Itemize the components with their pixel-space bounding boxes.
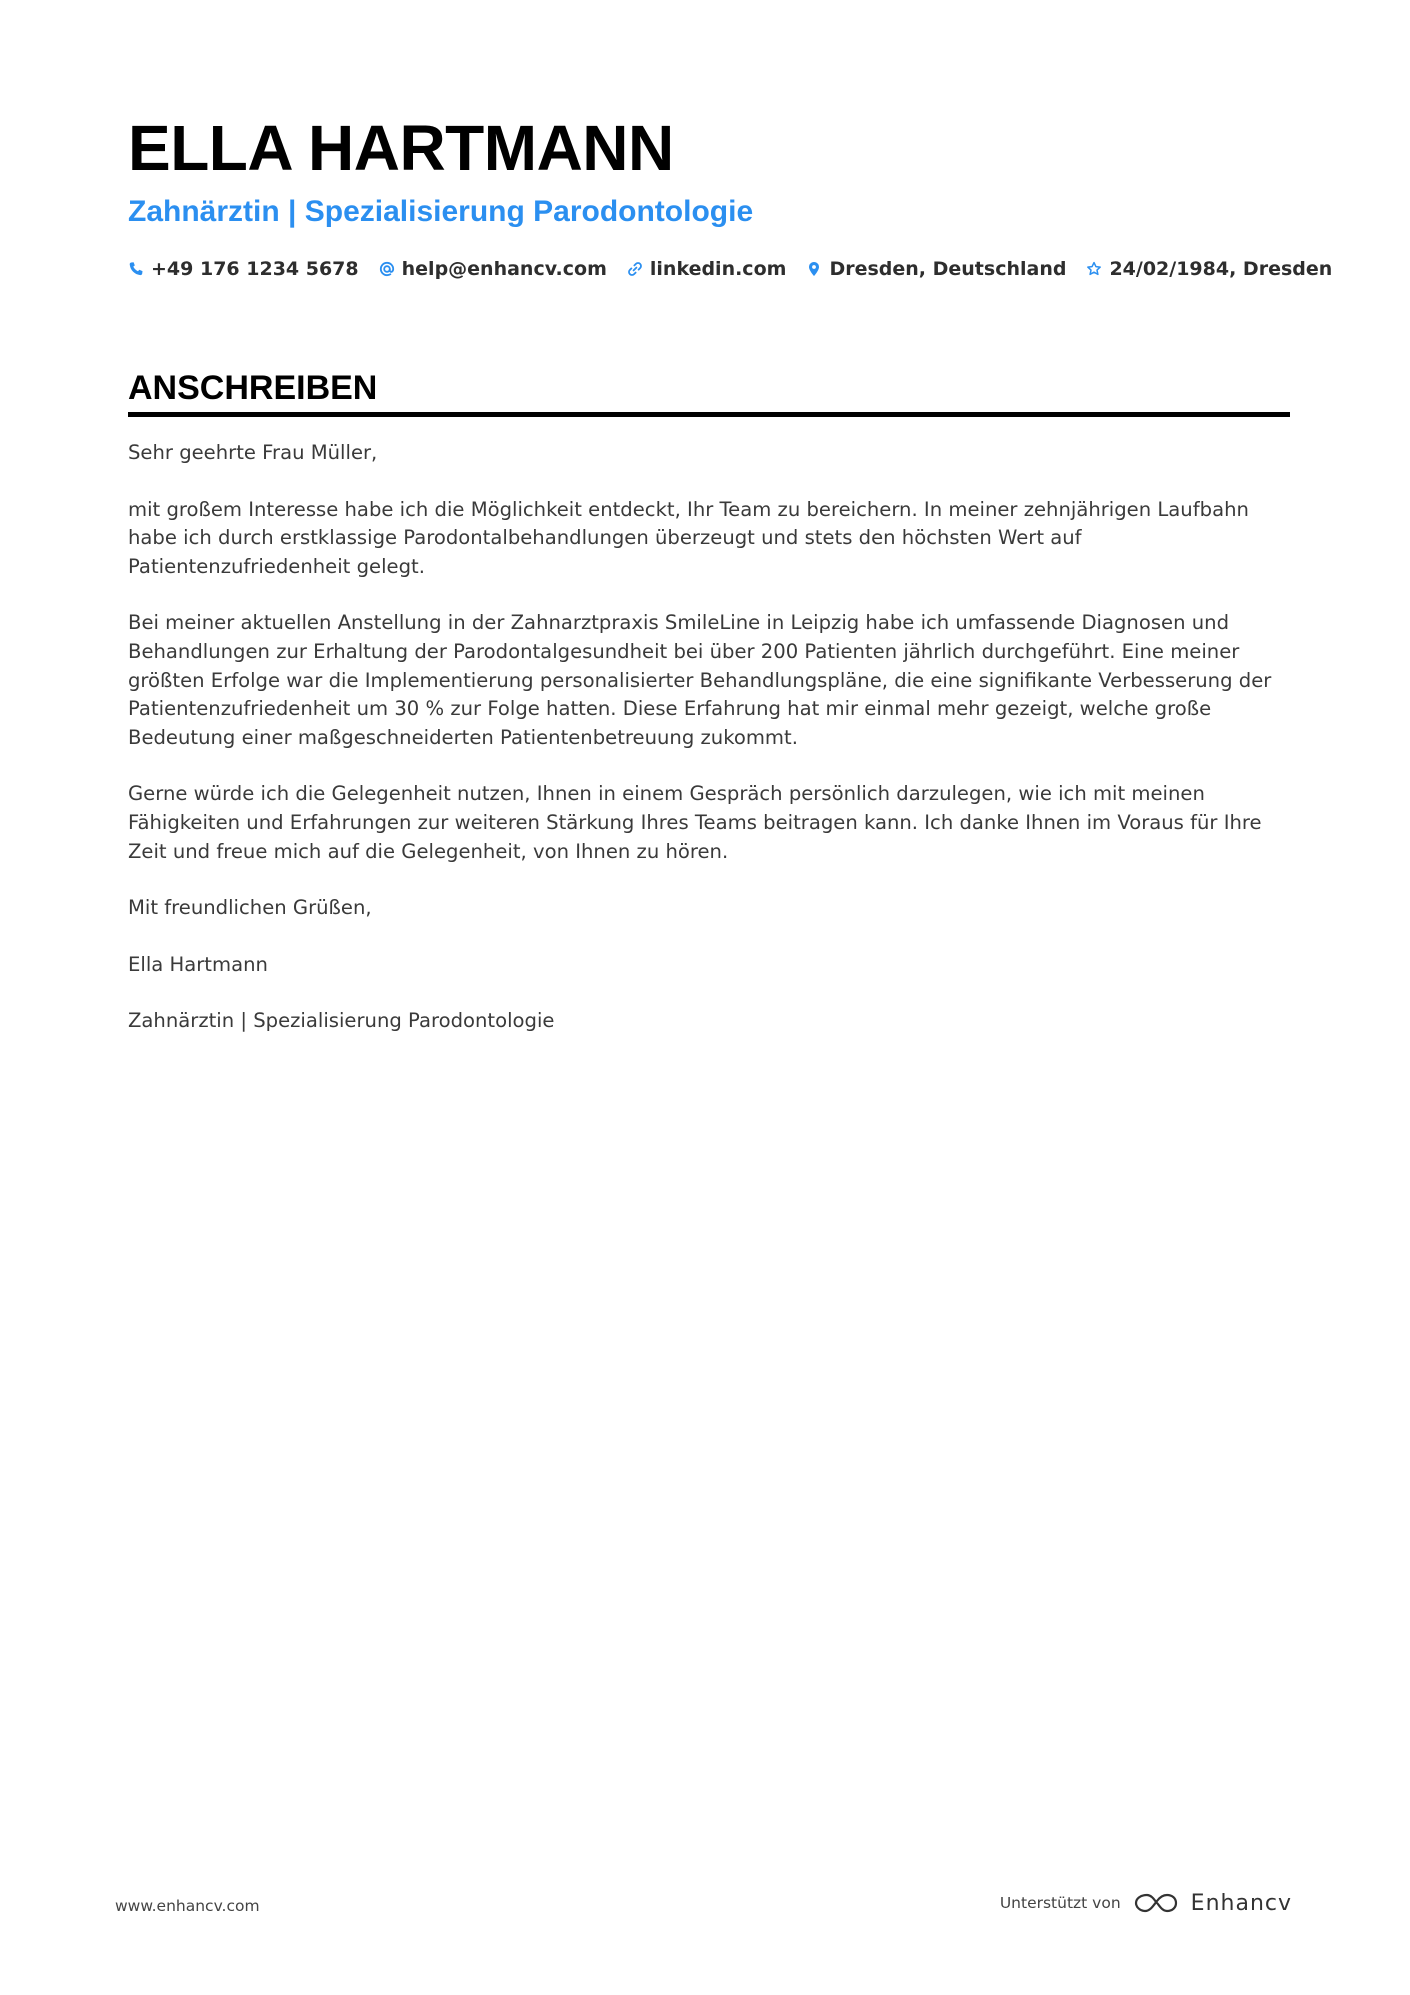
contact-email-text: help@enhancv.com [401, 258, 607, 280]
contact-birth [1086, 258, 1332, 280]
signature-title: Zahnärztin | Spezialisierung Parodontologie [128, 1009, 555, 1033]
cover-letter-section [128, 366, 1290, 1064]
letter-paragraph: Gerne würde ich die Gelegenheit nutzen, Ihnen in einem Gespräch persönlich darzulegen, wie ich mit meinen Fähigkeiten und Erfahrungen zur weiteren Stärkung Ihres Teams beitragen kann. Ich danke Ihnen im Voraus für Ihre Zeit und freue mich auf die Gelegenheit, von Ihnen zu hören. [128, 782, 1262, 863]
salutation: Sehr geehrte Frau Müller, [128, 441, 378, 464]
section-divider [128, 412, 1290, 417]
section-title: ANSCHREIBEN [128, 369, 378, 407]
contact-phone[interactable] [128, 258, 359, 280]
header [128, 108, 1333, 280]
footer-brand[interactable] [1000, 1889, 1292, 1917]
contact-phone-text: +49 176 1234 5678 [151, 258, 359, 280]
contact-birth-text: 24/02/1984, Dresden [1109, 258, 1333, 280]
closing: Mit freundlichen Grüßen, [128, 896, 372, 920]
footer-url[interactable]: www.enhancv.com [115, 1897, 260, 1915]
footer [0, 1885, 1410, 1925]
link-icon [627, 260, 643, 278]
contact-linkedin[interactable] [627, 258, 787, 280]
letter-paragraph: Bei meiner aktuellen Anstellung in der Zahnarztpraxis SmileLine in Leipzig habe ich umfassende Diagnosen und Behandlungen zur Erhaltung der Parodontalgesundheit bei über 200 Patienten jährlich durchgeführt. Eine meiner größten Erfolge war die Implementierung personalisierter Behandlungspläne, die eine signifikante Verbesserung der Patientenzufriedenheit um 30 % zur Folge hatten. Diese Erfahrung hat mir einmal mehr gezeigt, welche große Bedeutung einer maßgeschneiderten Patientenbetreuung zukommt. [128, 611, 1272, 749]
contact-location-text: Dresden, Deutschland [829, 258, 1067, 280]
contact-bar [128, 258, 1333, 280]
contact-linkedin-text: linkedin.com [649, 258, 787, 280]
location-pin-icon [806, 260, 822, 278]
contact-location [806, 258, 1066, 280]
enhancv-logo-icon [1133, 1889, 1179, 1917]
applicant-name: ELLA HARTMANN [128, 112, 674, 184]
brand-wordmark: Enhancv [1190, 1890, 1292, 1916]
letter-body [128, 439, 1288, 1036]
letter-paragraph: mit großem Interesse habe ich die Möglichkeit entdeckt, Ihr Team zu bereichern. In meiner zehnjährigen Laufbahn habe ich durch erstklassige Parodontalbehandlungen überzeugt und stets den höchsten Wert auf Patientenzufriedenheit gelegt. [128, 497, 1249, 578]
at-icon [379, 260, 395, 278]
contact-email[interactable] [379, 258, 607, 280]
star-icon [1086, 260, 1102, 278]
powered-by-label: Unterstützt von [999, 1894, 1121, 1912]
signature-name: Ella Hartmann [128, 952, 268, 976]
headline: Zahnärztin | Spezialisierung Parodontologie [128, 195, 754, 228]
phone-icon [128, 260, 144, 278]
